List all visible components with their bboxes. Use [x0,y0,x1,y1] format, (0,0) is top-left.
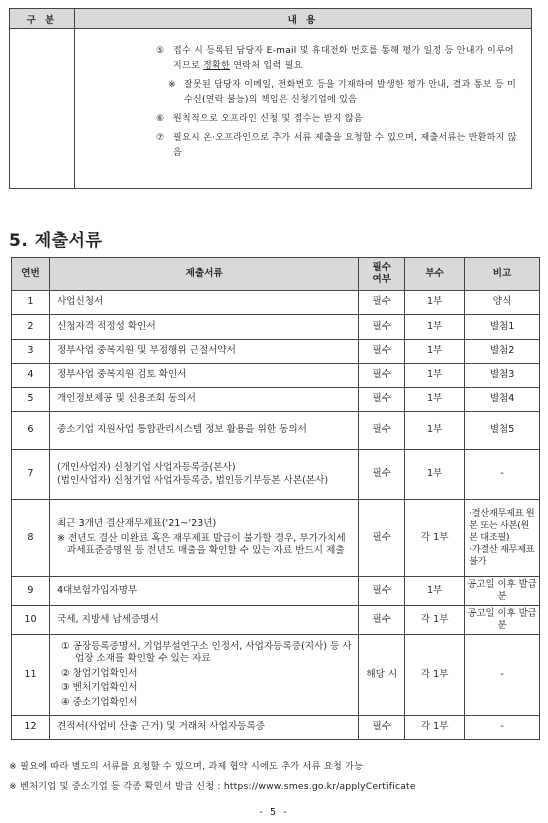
required-flag: 필수 [359,315,405,340]
table-row [12,606,540,635]
required-flag: 필수 [359,716,405,740]
note: 공고일 이후 발급분 [465,606,540,635]
footnote: ※ 필요에 따라 별도의 서류를 요청할 수 있으며, 과제 협약 시에도 추가 서류 요청 가능 [9,761,364,772]
table-row [12,388,540,412]
header-note: 비고 [465,258,540,291]
note: 별첨2 [465,340,540,364]
note: 별첨3 [465,364,540,388]
note [465,500,540,577]
row-number: 12 [12,716,50,740]
copies: 각 1부 [405,635,465,716]
required-flag: 필수 [359,388,405,412]
document-line: (개인사업자) 신청기업 사업자등록증(본사) [56,462,236,473]
table-row [12,500,540,577]
note: 별첨4 [465,388,540,412]
required-flag: 필수 [359,364,405,388]
document-name [49,450,358,500]
copies: 1부 [405,577,465,606]
category-cell [10,29,75,189]
copies: 각 1부 [405,606,465,635]
header-required: 필수 여부 [359,258,405,291]
document-name [49,635,358,716]
document-line: ④ 중소기업확인서 [60,696,138,708]
table-row [12,450,540,500]
document-name: 정부사업 중복지원 검토 확인서 [49,364,358,388]
document-name: 견적서(사업비 산출 근거) 및 거래처 사업자등록증 [49,716,358,740]
document-line: ① 공장등록증명서, 기업부설연구소 인정서, 사업자등록증(지사) 등 사업장 소재를 확인할 수 있는 자료 [60,640,352,665]
row-number: 8 [12,500,50,577]
row-number: 9 [12,577,50,606]
note: 공고일 이후 발급분 [465,577,540,606]
header-content: 내 용 [75,9,532,29]
header-no: 연번 [12,258,50,291]
table-row [12,635,540,716]
required-flag: 필수 [359,606,405,635]
table-row [12,577,540,606]
table-row [12,340,540,364]
document-name: 4대보험가입자명부 [49,577,358,606]
note-line: ·가결산 재무제표 불가 [469,544,535,567]
content-item: ⑤ 접수 시 등록된 담당자 E-mail 및 휴대전화 번호를 통해 평가 일정 등 안내가 이루어지므로 정확한 연락처 입력 필요 [156,46,514,71]
row-number: 7 [12,450,50,500]
table-row [12,315,540,340]
document-note: ※ 전년도 결산 미완료 혹은 재무제표 발급이 불가할 경우, 부가가치세 과세표준증명원 등 전년도 매출을 확인할 수 있는 자료 반드시 제출 [56,532,346,557]
row-number: 3 [12,340,50,364]
row-number: 10 [12,606,50,635]
note: 별첨5 [465,412,540,450]
header-category: 구 분 [10,9,75,29]
document-name: 사업신청서 [49,291,358,315]
page-number: - 5 - [259,807,289,818]
note: - [465,450,540,500]
row-number: 2 [12,315,50,340]
copies: 각 1부 [405,500,465,577]
document-name: 국세, 지방세 납세증명서 [49,606,358,635]
row-number: 11 [12,635,50,716]
table-row [12,412,540,450]
required-flag: 필수 [359,500,405,577]
required-flag: 필수 [359,412,405,450]
row-number: 1 [12,291,50,315]
required-flag: 해당 시 [359,635,405,716]
footnote-link: ※ 벤처기업 및 중소기업 등 각종 확인서 발급 신청 : https://www.smes.go.kr/applyCertificate [9,781,416,792]
row-number: 4 [12,364,50,388]
document-line: ③ 벤처기업확인서 [60,682,138,694]
submission-documents-table [11,257,540,740]
copies: 1부 [405,315,465,340]
row-number: 5 [12,388,50,412]
note: 별첨1 [465,315,540,340]
table-row [12,364,540,388]
content-item: ⑦ 필요시 온·오프라인으로 추가 서류 제출을 요청할 수 있으며, 제출서류는 반환하지 않음 [156,133,517,158]
document-name: 신청자격 적정성 확인서 [49,315,358,340]
copies: 각 1부 [405,716,465,740]
note: 양식 [465,291,540,315]
table-row [12,716,540,740]
required-flag: 필수 [359,291,405,315]
required-flag: 필수 [359,340,405,364]
required-flag: 필수 [359,577,405,606]
copies: 1부 [405,450,465,500]
document-name: 정부사업 중복지원 및 부정행위 근절서약서 [49,340,358,364]
document-line: 최근 3개년 결산재무제표('21~'23년) [56,518,217,530]
header-copies: 부수 [405,258,465,291]
content-item: ⑥ 원칙적으로 오프라인 신청 및 접수는 받지 않음 [156,114,363,124]
content-table [9,8,532,189]
note: - [465,716,540,740]
copies: 1부 [405,291,465,315]
content-note: ※ 잘못된 담당자 이메일, 전화번호 등을 기재하여 발생한 평가 안내, 결과 통보 등 미수신(연락 불능)의 책임은 신청기업에 있음 [168,80,517,105]
header-doc: 제출서류 [49,258,358,291]
section-title: 5. 제출서류 [9,231,103,251]
table-row [12,291,540,315]
note-line: ·결산재무제표 원본 또는 사본(원본 대조필) [469,508,535,543]
required-flag: 필수 [359,450,405,500]
content-cell [75,29,532,189]
document-line: ② 창업기업확인서 [60,667,138,679]
copies: 1부 [405,364,465,388]
document-name: 개인정보제공 및 신용조회 동의서 [49,388,358,412]
copies: 1부 [405,340,465,364]
note: - [465,635,540,716]
document-line: (법인사업자) 신청기업 사업자등록증, 법인등기부등본 사본(본사) [56,474,329,486]
copies: 1부 [405,388,465,412]
copies: 1부 [405,412,465,450]
document-name: 중소기업 지원사업 통합관리시스템 정보 활용을 위한 동의서 [49,412,358,450]
document-name [49,500,358,577]
row-number: 6 [12,412,50,450]
